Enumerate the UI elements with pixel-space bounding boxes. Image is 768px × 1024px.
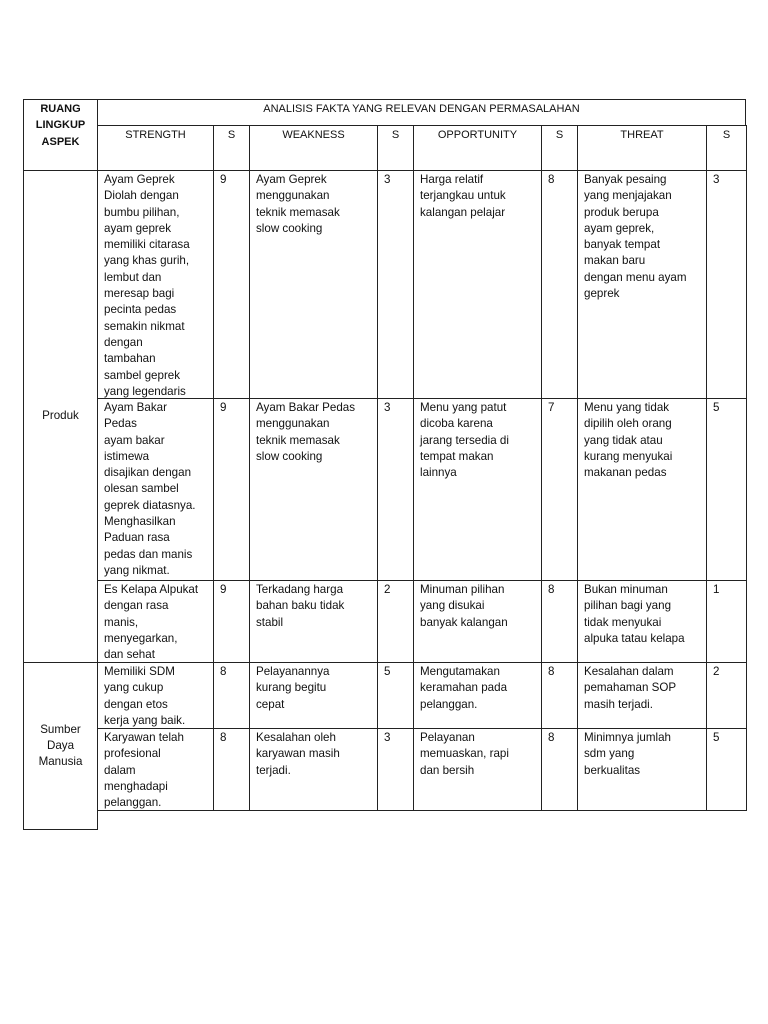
column-header-threat: THREAT	[577, 125, 707, 171]
text-cell-strength: Ayam Bakar Pedas ayam bakar istimewa disajikan dengan olesan sambel geprek diatasnya. Menghasilkan Paduan rasa pedas dan manis yang nikmat.	[97, 398, 214, 581]
text-cell-weakness: Terkadang harga bahan baku tidak stabil	[249, 580, 378, 663]
score-cell-opportunity-score: 8	[541, 662, 578, 729]
column-header-strength: STRENGTH	[97, 125, 214, 171]
text-cell-opportunity: Harga relatif terjangkau untuk kalangan pelajar	[413, 170, 542, 399]
score-cell-strength-score: 9	[213, 398, 250, 581]
text-cell-threat: Banyak pesaing yang menjajakan produk berupa ayam geprek, banyak tempat makan baru dengan menu ayam geprek	[577, 170, 707, 399]
group-sdm: Sumber Daya Manusia	[23, 662, 98, 830]
text-cell-opportunity: Menu yang patut dicoba karena jarang tersedia di tempat makan lainnya	[413, 398, 542, 581]
text-cell-strength: Ayam Geprek Diolah dengan bumbu pilihan, ayam geprek memiliki citarasa yang khas gurih, lembut dan meresap bagi pecinta pedas semakin nikmat dengan tambahan sambel geprek yang legendaris	[97, 170, 214, 399]
score-cell-threat-score: 3	[706, 170, 747, 399]
text-cell-threat: Kesalahan dalam pemahaman SOP masih terjadi.	[577, 662, 707, 729]
text-cell-weakness: Kesalahan oleh karyawan masih terjadi.	[249, 728, 378, 811]
column-header-weakness: WEAKNESS	[249, 125, 378, 171]
score-cell-opportunity-score: 8	[541, 170, 578, 399]
text-cell-weakness: Ayam Bakar Pedas menggunakan teknik memasak slow cooking	[249, 398, 378, 581]
score-cell-strength-score: 9	[213, 580, 250, 663]
score-cell-weakness-score: 5	[377, 662, 414, 729]
table-title: ANALISIS FAKTA YANG RELEVAN DENGAN PERMASALAHAN	[97, 99, 746, 126]
text-cell-threat: Minimnya jumlah sdm yang berkualitas	[577, 728, 707, 811]
text-cell-weakness: Pelayanannya kurang begitu cepat	[249, 662, 378, 729]
column-header-strength-score: S	[213, 125, 250, 171]
text-cell-threat: Bukan minuman pilihan bagi yang tidak menyukai alpuka tatau kelapa	[577, 580, 707, 663]
score-cell-weakness-score: 3	[377, 170, 414, 399]
score-cell-opportunity-score: 7	[541, 398, 578, 581]
score-cell-weakness-score: 2	[377, 580, 414, 663]
column-header-opportunity-score: S	[541, 125, 578, 171]
score-cell-threat-score: 1	[706, 580, 747, 663]
text-cell-strength: Es Kelapa Alpukat dengan rasa manis, menyegarkan, dan sehat	[97, 580, 214, 663]
text-cell-strength: Karyawan telah profesional dalam menghadapi pelanggan.	[97, 728, 214, 811]
score-cell-strength-score: 8	[213, 662, 250, 729]
text-cell-weakness: Ayam Geprek menggunakan teknik memasak slow cooking	[249, 170, 378, 399]
score-cell-strength-score: 8	[213, 728, 250, 811]
score-cell-weakness-score: 3	[377, 398, 414, 581]
column-header-threat-score: S	[706, 125, 747, 171]
score-cell-strength-score: 9	[213, 170, 250, 399]
score-cell-opportunity-score: 8	[541, 580, 578, 663]
text-cell-threat: Menu yang tidak dipilih oleh orang yang tidak atau kurang menyukai makanan pedas	[577, 398, 707, 581]
text-cell-strength: Memiliki SDM yang cukup dengan etos kerja yang baik.	[97, 662, 214, 729]
text-cell-opportunity: Minuman pilihan yang disukai banyak kalangan	[413, 580, 542, 663]
corner-header: RUANG LINGKUP ASPEK	[23, 99, 98, 171]
column-header-weakness-score: S	[377, 125, 414, 171]
score-cell-threat-score: 5	[706, 728, 747, 811]
score-cell-threat-score: 2	[706, 662, 747, 729]
score-cell-threat-score: 5	[706, 398, 747, 581]
text-cell-opportunity: Pelayanan memuaskan, rapi dan bersih	[413, 728, 542, 811]
score-cell-weakness-score: 3	[377, 728, 414, 811]
text-cell-opportunity: Mengutamakan keramahan pada pelanggan.	[413, 662, 542, 729]
score-cell-opportunity-score: 8	[541, 728, 578, 811]
column-header-opportunity: OPPORTUNITY	[413, 125, 542, 171]
group-produk: Produk	[23, 170, 98, 663]
